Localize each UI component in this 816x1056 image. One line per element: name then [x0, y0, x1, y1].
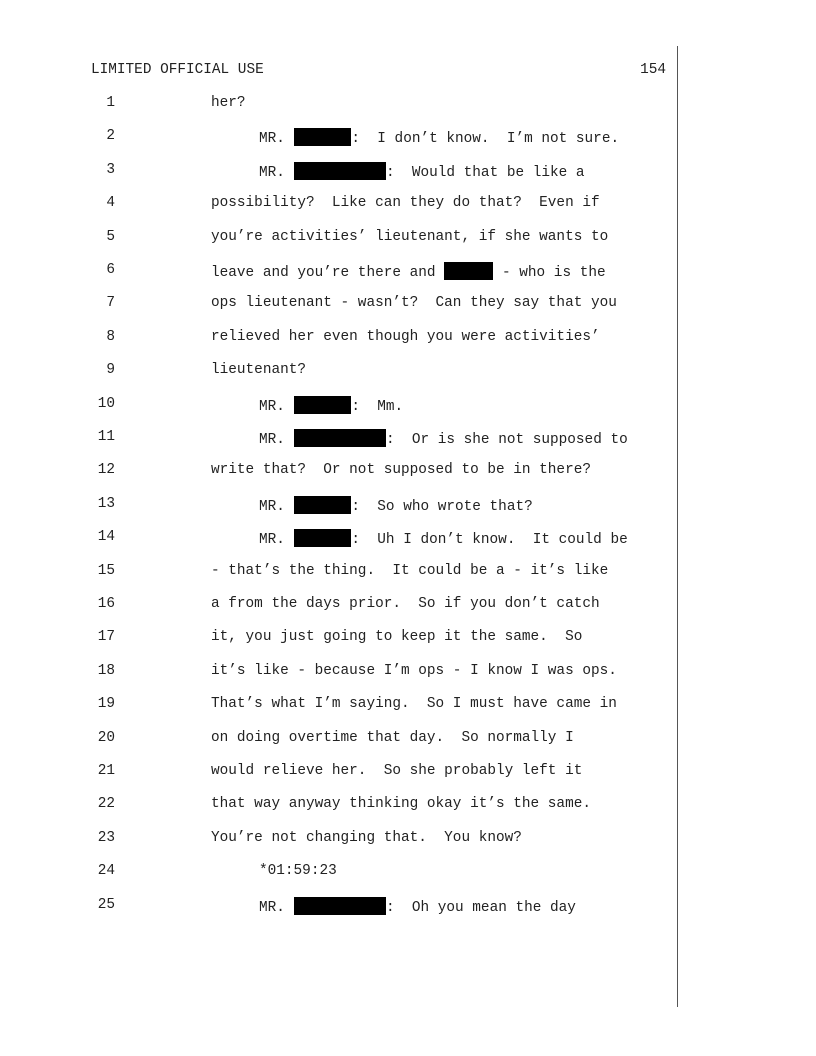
line-number: 9 [106, 362, 115, 379]
transcript-line [211, 195, 600, 211]
line-number: 25 [97, 896, 115, 913]
right-margin-rule [677, 46, 678, 1007]
transcript-text: : So who wrote that? [351, 498, 533, 515]
transcript-text: : Oh you mean the day [385, 899, 576, 916]
line-number: 24 [97, 863, 115, 880]
line-number: 11 [97, 429, 115, 445]
transcript-text: a from the days prior. So if you don’t catch [211, 596, 600, 612]
transcript-text: : Would that be like a [385, 164, 585, 181]
transcript-line [211, 696, 617, 712]
transcript-text: that way anyway thinking okay it’s the same. [211, 796, 591, 813]
transcript-text: on doing overtime that day. So normally I [211, 729, 574, 746]
redaction-box [294, 496, 352, 514]
transcript-text: it, you just going to keep it the same. So [211, 629, 583, 646]
line-number: 16 [97, 596, 115, 612]
transcript-line [211, 763, 582, 779]
transcript-text: You’re not changing that. You know? [211, 829, 522, 846]
line-number: 3 [106, 161, 115, 178]
line-number: 5 [106, 228, 115, 245]
line-number: 13 [97, 495, 115, 512]
line-number: 7 [106, 295, 115, 312]
transcript-line [259, 396, 403, 415]
transcript-line [259, 128, 619, 147]
line-number: 12 [97, 462, 115, 479]
page-number: 154 [640, 62, 666, 78]
transcript-line [259, 429, 628, 448]
line-number: 2 [106, 128, 115, 145]
transcript-text: leave and you’re there and [211, 265, 445, 281]
line-number: 19 [97, 696, 115, 713]
transcript-text: possibility? Like can they do that? Even if [211, 195, 600, 212]
transcript-line [211, 462, 591, 478]
transcript-text: ops lieutenant - wasn’t? Can they say that you [211, 295, 617, 312]
redaction-box [294, 529, 352, 547]
transcript-line [211, 629, 582, 645]
line-number: 10 [97, 395, 115, 412]
transcript-line [211, 796, 591, 812]
line-number: 20 [97, 729, 115, 746]
transcript-text: her? [211, 95, 246, 111]
transcript-text: MR. [259, 398, 294, 415]
transcript-line [211, 329, 600, 345]
line-number: 21 [97, 763, 115, 779]
transcript-text: MR. [259, 131, 294, 148]
transcript-text: - that’s the thing. It could be a - it’s like [211, 562, 609, 579]
transcript-line [211, 295, 617, 311]
line-number: 6 [106, 262, 115, 278]
line-number: 23 [97, 829, 115, 846]
transcript-text: write that? Or not supposed to be in there? [211, 462, 591, 479]
transcript-text: MR. [259, 899, 294, 916]
transcript-line [211, 730, 574, 746]
transcript-text: MR. [259, 532, 294, 549]
transcript-line [211, 362, 306, 378]
transcript-text: : Mm. [351, 398, 404, 415]
redaction-box [294, 429, 386, 447]
redaction-box [294, 128, 352, 146]
transcript-line [211, 663, 617, 679]
redaction-box [294, 897, 386, 915]
transcript-text: relieved her even though you were activities’ [211, 328, 600, 345]
line-number: 1 [106, 95, 115, 111]
transcript-text: MR. [259, 164, 294, 181]
redaction-box [444, 262, 493, 280]
transcript-text: - who is the [493, 265, 606, 281]
transcript-text: it’s like - because I’m ops - I know I was ops. [211, 662, 617, 679]
transcript-text: would relieve her. So she probably left it [211, 763, 583, 779]
transcript-text: MR. [259, 498, 294, 515]
transcript-text: : Uh I don’t know. It could be [351, 532, 628, 549]
redaction-box [294, 396, 352, 414]
transcript-text: That’s what I’m saying. So I must have came in [211, 696, 617, 713]
line-number: 14 [97, 529, 115, 546]
transcript-line [211, 830, 522, 846]
line-number: 4 [106, 195, 115, 212]
transcript-line [259, 162, 585, 181]
redaction-box [294, 162, 386, 180]
line-number: 22 [97, 796, 115, 813]
transcript-text: : I don’t know. I’m not sure. [351, 131, 620, 148]
transcript-text: you’re activities’ lieutenant, if she wants to [211, 228, 609, 245]
transcript-line [259, 897, 576, 916]
transcript-line [259, 529, 628, 548]
transcript-line [211, 262, 606, 281]
page-header-classification: LIMITED OFFICIAL USE [91, 62, 264, 78]
line-number: 15 [97, 562, 115, 579]
transcript-line [259, 863, 337, 879]
transcript-line [211, 596, 600, 612]
line-number: 8 [106, 328, 115, 345]
transcript-text: *01:59:23 [259, 863, 337, 880]
transcript-line [211, 95, 246, 111]
transcript-line [211, 229, 608, 245]
transcript-line [259, 496, 533, 515]
line-number: 18 [97, 662, 115, 679]
transcript-text: lieutenant? [211, 362, 306, 379]
transcript-text: MR. [259, 432, 294, 448]
line-number: 17 [97, 629, 115, 646]
transcript-text: : Or is she not supposed to [385, 432, 628, 448]
transcript-line [211, 563, 608, 579]
